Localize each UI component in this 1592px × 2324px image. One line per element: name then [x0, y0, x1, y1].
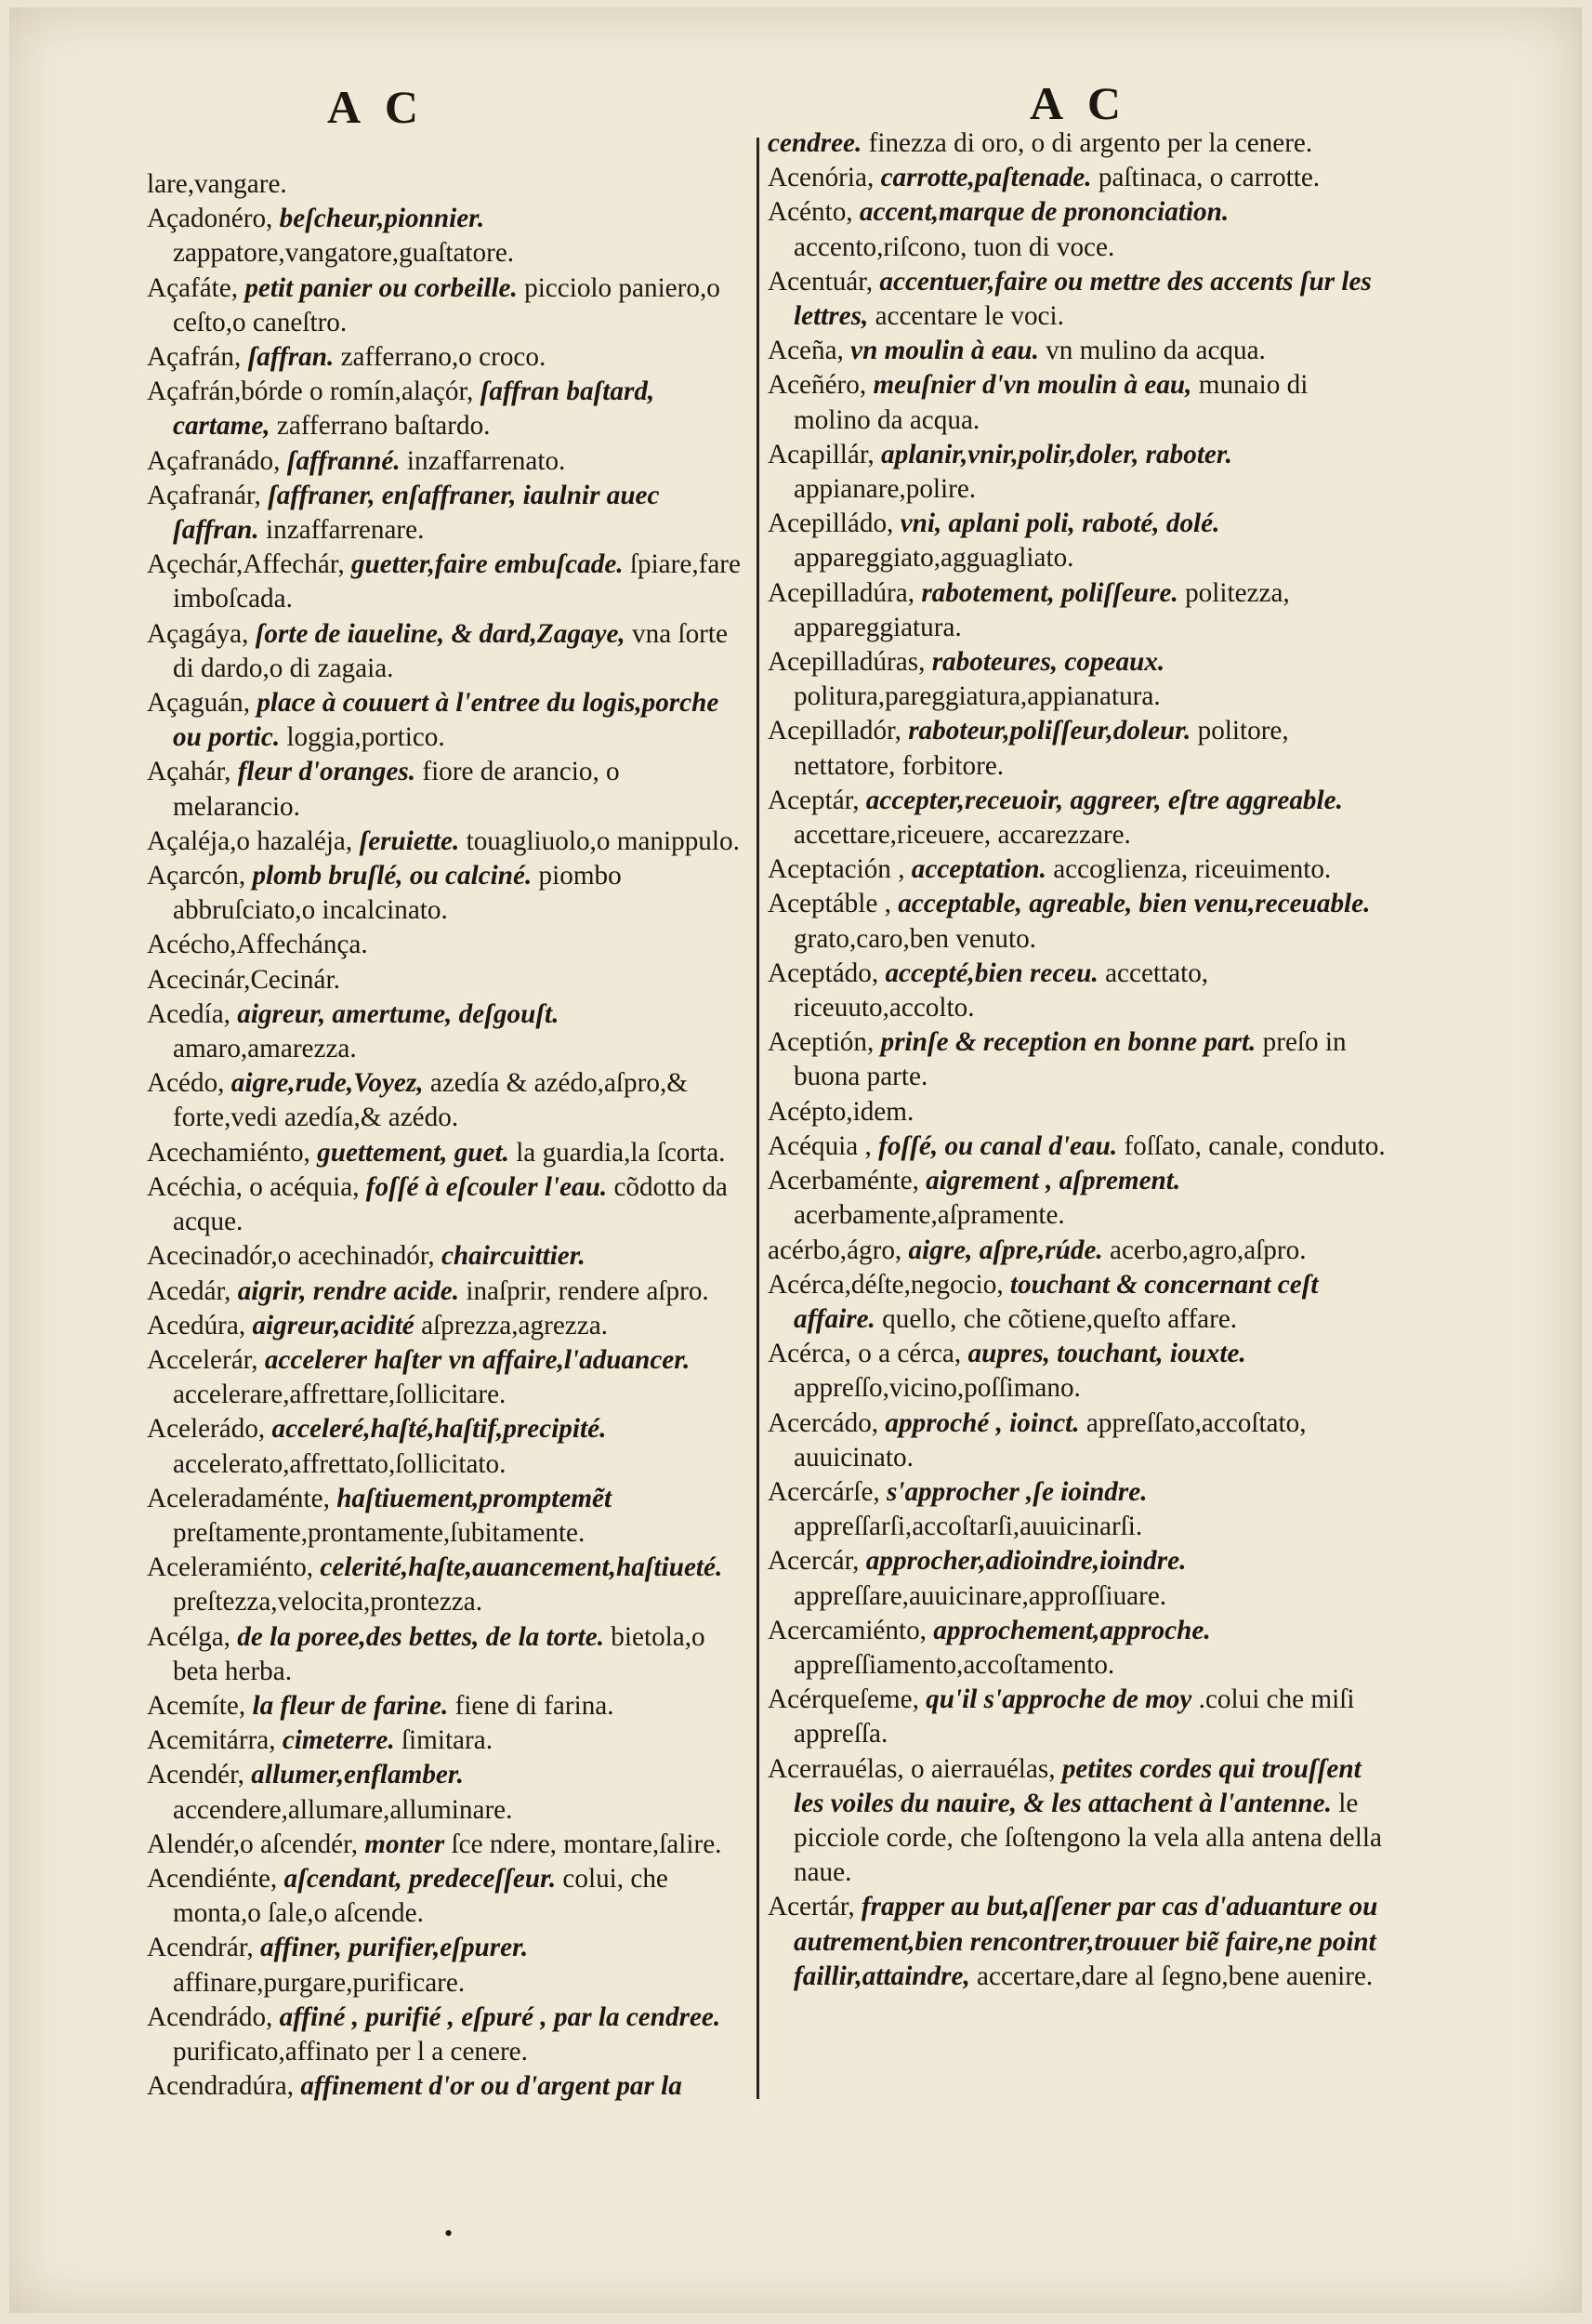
- dictionary-entry: [147, 202, 742, 271]
- dictionary-entry: [147, 2069, 742, 2104]
- french-gloss: vni, aplani poli, raboté, dolé.: [900, 508, 1220, 539]
- headword: Acépto,idem.: [768, 1096, 914, 1127]
- italian-gloss: ſce ndere, montare,ſalire.: [451, 1829, 722, 1859]
- french-gloss: aigrement , aſprement.: [926, 1166, 1181, 1196]
- dictionary-entry: [147, 997, 742, 1066]
- headword: Acéchia, o acéquia,: [147, 1171, 360, 1202]
- italian-gloss: zafferrano baſtardo.: [276, 411, 491, 442]
- dictionary-entry: [768, 1337, 1388, 1406]
- french-gloss: s'approcher ,ſe ioindre.: [887, 1476, 1148, 1507]
- italian-gloss: accettare,riceuere, accarezzare.: [794, 820, 1131, 851]
- french-gloss: cimeterre.: [282, 1725, 395, 1756]
- headword: Acercádo,: [768, 1407, 879, 1438]
- italian-gloss: amaro,amarezza.: [173, 1034, 357, 1064]
- headword: Açafranár,: [147, 480, 261, 510]
- dictionary-entry: [768, 1475, 1388, 1544]
- italian-gloss: finezza di oro, o di argento per la cenere.: [868, 128, 1313, 158]
- italian-gloss: inaſprir, rendere aſpro.: [466, 1275, 709, 1306]
- dictionary-entry: [768, 1614, 1388, 1683]
- dictionary-entry: [768, 784, 1388, 852]
- headword: Acérqueſeme,: [768, 1684, 919, 1715]
- french-gloss: place à couuert à l'entree du logis,porche ou portic.: [173, 688, 719, 753]
- dictionary-entry: [147, 548, 742, 616]
- headword: Acerbaménte,: [768, 1166, 919, 1196]
- dictionary-entry: [768, 195, 1388, 264]
- headword: Acélga,: [147, 1621, 230, 1652]
- dictionary-entry: [147, 167, 742, 202]
- italian-gloss: zappatore,vangatore,guaſtatore.: [173, 238, 515, 269]
- dictionary-entry: [768, 957, 1388, 1025]
- dictionary-entry: [147, 340, 742, 375]
- italian-gloss: paſtinaca, o carrotte.: [1098, 163, 1321, 193]
- french-gloss: affiné , purifié , eſpuré , par la cendree.: [279, 2001, 721, 2032]
- headword: Açahár,: [147, 757, 231, 787]
- french-gloss: aigrir, rendre acide.: [237, 1275, 460, 1306]
- french-gloss: de la poree,des bettes, de la torte.: [237, 1621, 604, 1652]
- french-gloss: accentuer,faire ou mettre des accents ſur les lettres,: [794, 266, 1372, 332]
- dictionary-entry: [768, 1683, 1388, 1751]
- footer-mark: •: [444, 2220, 454, 2247]
- italian-gloss: touagliuolo,o manippulo.: [466, 825, 740, 856]
- left-column: [147, 167, 742, 2104]
- dictionary-entry: [147, 859, 742, 928]
- headword: Acérca, o a cérca,: [768, 1339, 962, 1369]
- french-gloss: la fleur de farine.: [252, 1690, 449, 1721]
- headword: Acercamiénto,: [768, 1615, 927, 1645]
- headword: Aceptáble ,: [768, 889, 891, 919]
- italian-gloss: accentare le voci.: [875, 301, 1064, 332]
- dictionary-entry: [147, 1066, 742, 1135]
- french-gloss: guettement, guet.: [317, 1137, 509, 1168]
- headword: Açafranádo,: [147, 445, 281, 476]
- italian-gloss: appianare,polire.: [794, 474, 977, 505]
- italian-gloss: accettato, riceuuto,accolto.: [794, 957, 1209, 1023]
- dictionary-entry: [768, 852, 1388, 887]
- headword: Aceleramiénto,: [147, 1552, 314, 1583]
- dictionary-entry: [147, 444, 742, 479]
- italian-gloss: appreſſarſi,accoſtarſi,auuicinarſi.: [794, 1512, 1143, 1542]
- french-gloss: vn moulin à eau.: [850, 336, 1039, 366]
- french-gloss: qu'il s'approche de moy: [926, 1684, 1192, 1715]
- italian-gloss: zafferrano,o croco.: [340, 342, 546, 373]
- headword: Acechamiénto,: [147, 1137, 310, 1168]
- french-gloss: chaircuittier.: [441, 1241, 585, 1272]
- italian-gloss: appreſſare,auuicinare,approſſiuare.: [794, 1580, 1167, 1611]
- italian-gloss: picciolo paniero,o ceſto,o caneſtro.: [173, 272, 720, 337]
- italian-gloss: fiore de arancio, o melarancio.: [173, 757, 620, 822]
- dictionary-entry: [147, 1412, 742, 1481]
- dictionary-entry: [768, 1234, 1388, 1268]
- italian-gloss: aſprezza,agrezza.: [421, 1310, 608, 1340]
- headword: Aceptación ,: [768, 854, 905, 885]
- french-gloss: raboteures, copeaux.: [931, 647, 1165, 678]
- headword: Acérca,déſte,negocio,: [768, 1269, 1004, 1300]
- french-gloss: ſeruiette.: [359, 825, 460, 856]
- dictionary-entry: [147, 1620, 742, 1689]
- dictionary-entry: [768, 1164, 1388, 1233]
- headword: Aceña,: [768, 336, 844, 366]
- french-gloss: meuſnier d'vn moulin à eau,: [873, 370, 1192, 401]
- dictionary-entry: [147, 617, 742, 686]
- italian-gloss: accertare,dare al ſegno,bene auenire.: [977, 1961, 1374, 1991]
- dictionary-entry: [768, 1544, 1388, 1613]
- headword: Accelerár,: [147, 1344, 258, 1375]
- italian-gloss: .colui che miſi appreſſa.: [794, 1684, 1355, 1750]
- french-gloss: ſaffranné.: [286, 445, 401, 476]
- headword: Acédo,: [147, 1068, 225, 1099]
- headword: Acenória,: [768, 163, 875, 193]
- french-gloss: prinſe & reception en bonne part.: [880, 1027, 1256, 1058]
- french-gloss: aſcendant, predeceſſeur.: [283, 1863, 557, 1894]
- dictionary-entry: [768, 507, 1388, 575]
- french-gloss: ſaffran baſtard, cartame,: [173, 376, 655, 442]
- dictionary-entry: [147, 1309, 742, 1343]
- dictionary-entry: [768, 887, 1388, 956]
- french-gloss: beſcheur,pionnier.: [279, 204, 485, 234]
- headword: Acemíte,: [147, 1690, 246, 1721]
- dictionary-entry: [768, 1890, 1388, 1994]
- italian-gloss: grato,caro,ben venuto.: [794, 923, 1036, 954]
- french-gloss: accepté,bien receu.: [885, 957, 1099, 988]
- italian-gloss: vn mulino da acqua.: [1046, 336, 1266, 366]
- french-gloss: aplanir,vnir,polir,doler, raboter.: [881, 439, 1232, 469]
- french-gloss: acceptation.: [911, 854, 1046, 885]
- italian-gloss: ſpiare,fare imboſcada.: [173, 549, 741, 614]
- french-gloss: accelerer haſter vn affaire,l'aduancer.: [264, 1344, 691, 1375]
- italian-gloss: acerbo,agro,aſpro.: [1110, 1235, 1307, 1265]
- french-gloss: petites cordes qui trouſſent les voiles du nauire, & les attachent à l'antenne.: [794, 1753, 1362, 1818]
- french-gloss: accent,marque de prononciation.: [859, 197, 1230, 228]
- italian-gloss: colui, che monta,o ſale,o aſcende.: [173, 1863, 668, 1929]
- headword: Alendér,o aſcendér,: [147, 1829, 358, 1859]
- headword: Acénto,: [768, 197, 853, 228]
- italian-gloss: cõdotto da acque.: [173, 1171, 728, 1237]
- dictionary-entry: [147, 2000, 742, 2069]
- headword: Acedía,: [147, 998, 230, 1029]
- italian-gloss: accelerato,affrettato,ſollicitato.: [173, 1448, 507, 1479]
- dictionary-entry: [768, 576, 1388, 645]
- italian-gloss: preſtezza,velocita,prontezza.: [173, 1587, 483, 1618]
- italian-gloss: purificato,affinato per l a cenere.: [173, 2036, 528, 2067]
- french-gloss: foſſé, ou canal d'eau.: [878, 1130, 1118, 1161]
- dictionary-entry: [768, 645, 1388, 714]
- dictionary-entry: [147, 271, 742, 340]
- headword: Aceleradaménte,: [147, 1483, 330, 1513]
- italian-gloss: azedía & azédo,aſpro,& forte,vedi azedía,& azédo.: [173, 1068, 688, 1133]
- headword: Açarcón,: [147, 861, 246, 891]
- headword: Acapillár,: [768, 439, 875, 469]
- headword: Açadonéro,: [147, 204, 273, 234]
- dictionary-entry: [147, 1931, 742, 2000]
- dictionary-entry: [147, 1482, 742, 1551]
- dictionary-entry: [768, 1752, 1388, 1891]
- french-gloss: approcher,adioindre,ioindre.: [865, 1546, 1187, 1577]
- french-gloss: fleur d'oranges.: [237, 757, 416, 787]
- headword: Acepilladúras,: [768, 647, 926, 678]
- dictionary-entry: [147, 1274, 742, 1309]
- french-gloss: raboteur,poliſſeur,doleur.: [908, 716, 1191, 746]
- dictionary-entry: [147, 755, 742, 824]
- headword: Acéquia ,: [768, 1130, 872, 1161]
- headword: Acerrauélas, o aierrauélas,: [768, 1753, 1056, 1784]
- french-gloss: cendree.: [768, 128, 862, 158]
- dictionary-entry: [147, 928, 742, 962]
- dictionary-entry: [768, 126, 1388, 161]
- headword: Açaguán,: [147, 688, 251, 719]
- italian-gloss: le picciole corde, che ſoſtengono la vela alla antena della naue.: [794, 1788, 1382, 1888]
- headword: Acercár,: [768, 1546, 860, 1577]
- headword: Açagáya,: [147, 618, 249, 649]
- headword: Aceñéro,: [768, 370, 867, 401]
- french-gloss: guetter,faire embuſcade.: [350, 549, 624, 580]
- dictionary-entry: [768, 1268, 1388, 1337]
- french-gloss: petit panier ou corbeille.: [244, 272, 518, 303]
- italian-gloss: fiene di farina.: [454, 1690, 614, 1721]
- dictionary-entry: [147, 1723, 742, 1758]
- dictionary-entry: [147, 1170, 742, 1239]
- dictionary-entry: [147, 1828, 742, 1862]
- headword: Acendrár,: [147, 1933, 254, 1963]
- french-gloss: celerité,haſte,auancement,haſtiueté.: [320, 1552, 723, 1583]
- dictionary-entry: [147, 686, 742, 755]
- french-gloss: affinement d'or ou d'argent par la: [300, 2071, 682, 2102]
- dictionary-entry: [147, 1551, 742, 1619]
- french-gloss: ſorte de iaueline, & dard,Zagaye,: [255, 618, 625, 649]
- french-gloss: rabotement, poliſſeure.: [921, 577, 1178, 608]
- headword: Acecinár,Cecinár.: [147, 964, 340, 995]
- french-gloss: affiner, purifier,eſpurer.: [260, 1933, 529, 1963]
- french-gloss: aigre,rude,Voyez,: [230, 1068, 424, 1099]
- headword: Acepilládo,: [768, 508, 894, 539]
- headword: lare,vangare.: [147, 169, 287, 199]
- headword: Acedúra,: [147, 1310, 246, 1340]
- dictionary-entry: [768, 1025, 1388, 1094]
- french-gloss: acceptable, agreable, bien venu,receuable.: [898, 889, 1371, 919]
- headword: Açafrán,bórde o romín,alaçór,: [147, 376, 474, 407]
- dictionary-entry: [768, 265, 1388, 334]
- headword: Açaléja,o hazaléja,: [147, 825, 353, 856]
- dictionary-entry: [147, 1136, 742, 1170]
- italian-gloss: quello, che cõtiene,queſto affare.: [882, 1303, 1238, 1334]
- dictionary-entry: [147, 963, 742, 997]
- french-gloss: acceleré,haſté,haſtif,precipité.: [271, 1414, 607, 1445]
- headword: Acendrádo,: [147, 2001, 273, 2032]
- french-gloss: monter: [364, 1829, 445, 1859]
- dictionary-entry: [147, 1862, 742, 1931]
- french-gloss: frapper au but,aſſener par cas d'aduanture ou autrement,bien rencontrer,trouuer biẽ faire,ne point faillir,attaindre,: [794, 1892, 1378, 1991]
- italian-gloss: affinare,purgare,purificare.: [173, 1967, 466, 1998]
- dictionary-entry: [768, 1129, 1388, 1164]
- dictionary-entry: [147, 825, 742, 859]
- column-divider: [757, 138, 759, 2099]
- french-gloss: aigreur,acidité: [252, 1310, 414, 1340]
- italian-gloss: foſſato, canale, conduto.: [1124, 1130, 1386, 1161]
- italian-gloss: loggia,portico.: [286, 722, 445, 753]
- headword: Acécho,Affechánça.: [147, 930, 368, 960]
- french-gloss: ſaffraner, enſaffraner, iaulnir auec ſaffran.: [173, 480, 660, 546]
- italian-gloss: piombo abbruſciato,o incalcinato.: [173, 861, 622, 926]
- french-gloss: approché , ioinct.: [885, 1407, 1080, 1438]
- italian-gloss: la guardia,la ſcorta.: [516, 1137, 726, 1168]
- italian-gloss: appreſſo,vicino,poſſimano.: [794, 1373, 1081, 1404]
- headword: Açafáte,: [147, 272, 239, 303]
- headword: Aceptár,: [768, 785, 860, 815]
- french-gloss: carrotte,paſtenade.: [880, 163, 1092, 193]
- french-gloss: accepter,receuoir, aggreer, eſtre aggreable.: [865, 785, 1343, 815]
- italian-gloss: inzaffarrenare.: [266, 515, 425, 546]
- headword: Açafrán,: [147, 342, 242, 373]
- dictionary-entry: [768, 334, 1388, 368]
- italian-gloss: preſtamente,prontamente,ſubitamente.: [173, 1517, 585, 1548]
- headword: Açechár,Affechár,: [147, 549, 345, 580]
- italian-gloss: munaio di molino da acqua.: [794, 370, 1309, 435]
- italian-gloss: politore, nettatore, forbitore.: [794, 716, 1289, 781]
- french-gloss: aigreur, amertume, deſgouſt.: [237, 998, 559, 1029]
- dictionary-entry: [147, 479, 742, 548]
- headword: Acelerádo,: [147, 1414, 266, 1445]
- italian-gloss: accoglienza, riceuimento.: [1053, 854, 1332, 885]
- headword: Acendiénte,: [147, 1863, 278, 1894]
- italian-gloss: inzaffarrenato.: [406, 445, 566, 476]
- italian-gloss: accento,riſcono, tuon di voce.: [794, 231, 1115, 262]
- italian-gloss: ſimitara.: [401, 1725, 493, 1756]
- headword: Acentuár,: [768, 266, 874, 297]
- italian-gloss: accendere,allumare,alluminare.: [173, 1794, 513, 1825]
- headword: Aceptádo,: [768, 957, 879, 988]
- dictionary-entry: [768, 368, 1388, 437]
- dictionary-entry: [147, 1689, 742, 1723]
- headword: Acercárſe,: [768, 1476, 880, 1507]
- left-column-header: A C: [327, 81, 426, 133]
- dictionary-entry: [147, 1758, 742, 1827]
- italian-gloss: vna ſorte di dardo,o di zagaia.: [173, 618, 728, 683]
- headword: Acertár,: [768, 1892, 855, 1922]
- dictionary-entry: [147, 375, 742, 443]
- headword: Acendér,: [147, 1760, 244, 1790]
- dictionary-entry: [768, 714, 1388, 783]
- dictionary-entry: [768, 161, 1388, 195]
- dictionary-entry: [768, 438, 1388, 507]
- italian-gloss: acerbamente,aſpramente.: [794, 1200, 1065, 1231]
- italian-gloss: bietola,o beta herba.: [173, 1621, 705, 1686]
- dictionary-entry: [147, 1343, 742, 1412]
- french-gloss: haſtiuement,promptemẽt: [336, 1483, 612, 1513]
- italian-gloss: appreſſato,accoſtato, auuicinato.: [794, 1407, 1307, 1472]
- french-gloss: aupres, touchant, iouxte.: [967, 1339, 1246, 1369]
- right-column: [768, 126, 1388, 1994]
- right-column-header: A C: [1030, 77, 1128, 129]
- italian-gloss: politura,pareggiatura,appianatura.: [794, 681, 1161, 712]
- french-gloss: ſaffran.: [247, 342, 335, 373]
- book-page: [9, 7, 1582, 2313]
- headword: acérbo,ágro,: [768, 1235, 902, 1265]
- headword: Acepilladór,: [768, 716, 901, 746]
- french-gloss: foſſé à eſcouler l'eau.: [365, 1171, 608, 1202]
- headword: Acecinadór,o acechinadór,: [147, 1241, 435, 1272]
- dictionary-entry: [768, 1095, 1388, 1129]
- headword: Acedár,: [147, 1275, 231, 1306]
- headword: Acendradúra,: [147, 2071, 295, 2102]
- french-gloss: approchement,approche.: [933, 1615, 1211, 1645]
- italian-gloss: appreſſiamento,accoſtamento.: [794, 1649, 1115, 1680]
- italian-gloss: accelerare,affrettare,ſollicitare.: [173, 1380, 507, 1410]
- french-gloss: touchant & concernant ceſt affaire.: [794, 1269, 1319, 1334]
- headword: Acepilladúra,: [768, 577, 915, 608]
- dictionary-entry: [147, 1239, 742, 1274]
- italian-gloss: politezza, appareggiatura.: [794, 577, 1290, 642]
- french-gloss: aigre, aſpre,rúde.: [908, 1235, 1103, 1265]
- french-gloss: allumer,enflamber.: [251, 1760, 464, 1790]
- italian-gloss: preſo in buona parte.: [794, 1027, 1347, 1092]
- headword: Acemitárra,: [147, 1725, 276, 1756]
- italian-gloss: appareggiato,agguagliato.: [794, 543, 1074, 574]
- headword: Aceptión,: [768, 1027, 875, 1058]
- dictionary-entry: [768, 1406, 1388, 1475]
- french-gloss: plomb bruſlé, ou calciné.: [252, 861, 533, 891]
